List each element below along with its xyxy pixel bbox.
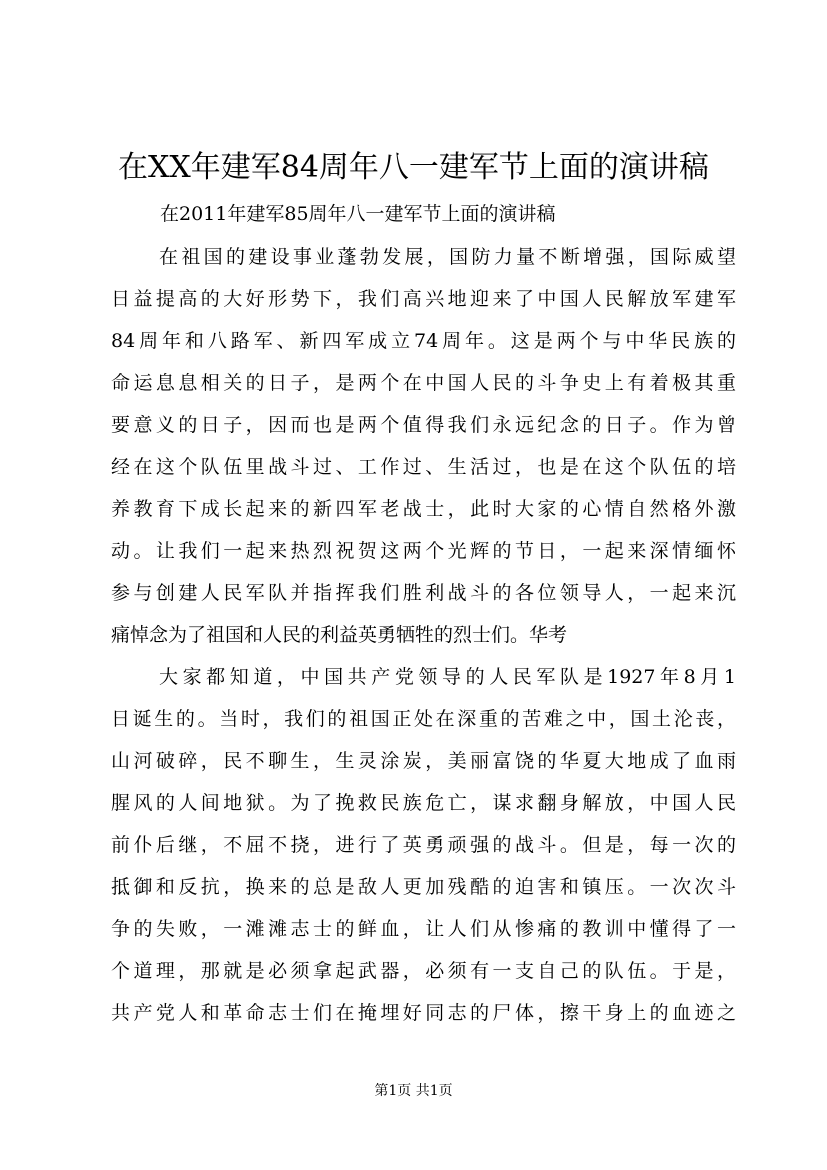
document-subtitle: 在2011年建军85周年八一建军节上面的演讲稿: [160, 203, 556, 225]
paragraph-line: 养教育下成长起来的新四军老战士，此时大家的心情自然格外激: [111, 498, 736, 520]
paragraph-line: 日益提高的大好形势下，我们高兴地迎来了中国人民解放军建军: [111, 288, 736, 310]
paragraph-line: 共产党人和革命志士们在掩埋好同志的尸体，擦干身上的血迹之: [111, 1002, 736, 1024]
page-footer: 第1页 共1页: [374, 1083, 453, 1099]
paragraph-line: 参与创建人民军队并指挥我们胜利战斗的各位领导人，一起来沉: [111, 582, 736, 604]
paragraph-2: [111, 656, 736, 1034]
paragraph-line: 痛悼念为了祖国和人民的利益英勇牺牲的烈士们。华考: [111, 624, 568, 646]
document-title: 在XX年建军84周年八一建军节上面的演讲稿: [118, 150, 709, 185]
paragraph-line: 争的失败，一滩滩志士的鲜血，让人们从惨痛的教训中懂得了一: [111, 918, 736, 940]
paragraph-line: 日诞生的。当时，我们的祖国正处在深重的苦难之中，国土沦丧，: [111, 708, 736, 730]
paragraph-line: 要意义的日子，因而也是两个值得我们永远纪念的日子。作为曾: [111, 414, 736, 436]
paragraph-line: 山河破碎，民不聊生，生灵涂炭，美丽富饶的华夏大地成了血雨: [111, 750, 736, 772]
paragraph-line: 大家都知道，中国共产党领导的人民军队是1927年8月1: [159, 666, 736, 688]
paragraph-line: 84周年和八路军、新四军成立74周年。这是两个与中华民族的: [111, 330, 736, 352]
paragraph-1: [111, 236, 736, 656]
paragraph-line: 个道理，那就是必须拿起武器，必须有一支自己的队伍。于是，: [111, 960, 736, 982]
document-body: [111, 236, 736, 1034]
paragraph-line: 命运息息相关的日子，是两个在中国人民的斗争史上有着极其重: [111, 372, 736, 394]
paragraph-line: 腥风的人间地狱。为了挽救民族危亡，谋求翻身解放，中国人民: [111, 792, 736, 814]
paragraph-line: 经在这个队伍里战斗过、工作过、生活过，也是在这个队伍的培: [111, 456, 736, 478]
paragraph-line: 在祖国的建设事业蓬勃发展，国防力量不断增强，国际威望: [159, 246, 736, 268]
paragraph-line: 抵御和反抗，换来的总是敌人更加残酷的迫害和镇压。一次次斗: [111, 876, 736, 898]
paragraph-line: 动。让我们一起来热烈祝贺这两个光辉的节日，一起来深情缅怀: [111, 540, 736, 562]
paragraph-line: 前仆后继，不屈不挠，进行了英勇顽强的战斗。但是，每一次的: [111, 834, 736, 856]
